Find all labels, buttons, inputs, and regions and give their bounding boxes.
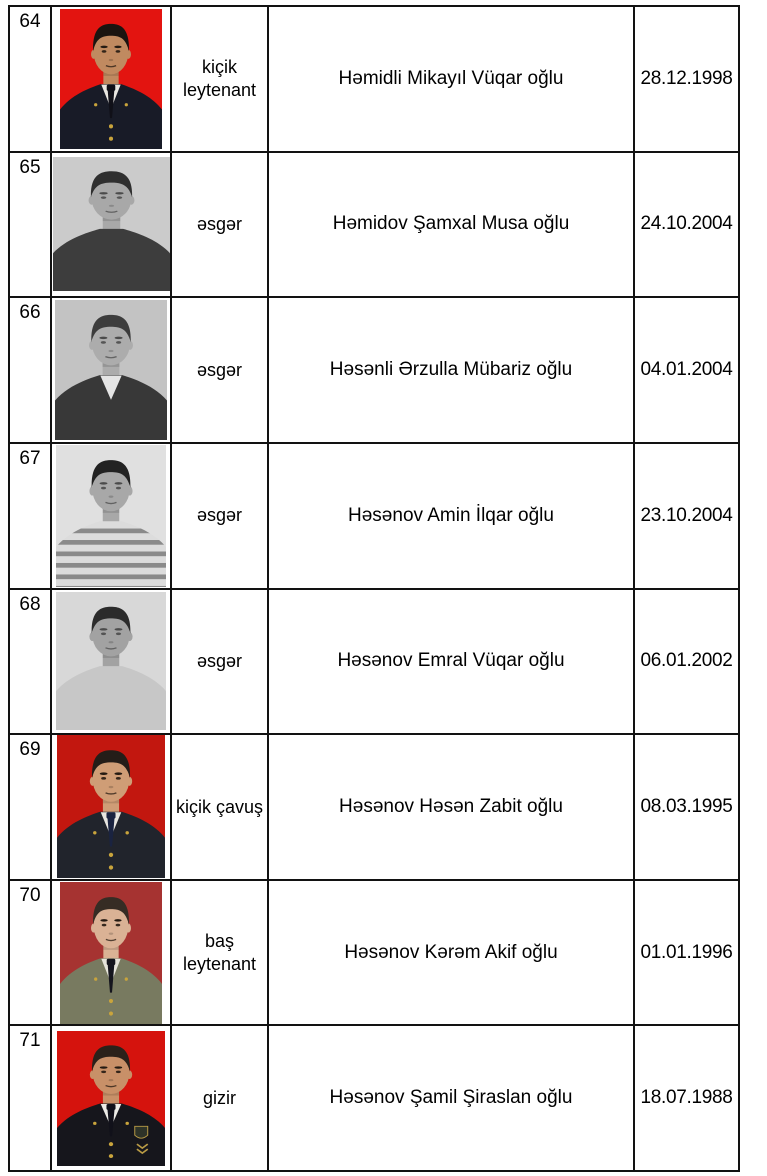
name-cell: Həsənov Amin İlqar oğlu [269,444,635,588]
birth-date-cell: 04.01.2004 [640,359,733,381]
photo-cell [52,735,172,879]
table-row [10,735,738,881]
rank-cell: əsgər [172,590,269,734]
row-number: 70 [10,881,52,1025]
table-row [10,590,738,736]
portrait-photo [56,592,166,730]
row-number: 66 [10,298,52,442]
rank-cell: əsgər [172,153,269,297]
rank-cell: baş leytenant [172,881,269,1025]
rank-cell: gizir [172,1026,269,1170]
row-number: 71 [10,1026,52,1170]
name-cell: Həmidov Şamxal Musa oğlu [269,153,635,297]
birth-date-cell: 18.07.1988 [640,1087,733,1109]
name-cell: Həsənov Şamil Şiraslan oğlu [269,1026,635,1170]
table-row [10,444,738,590]
birth-date-cell: 01.01.1996 [640,941,733,963]
table-row [10,153,738,299]
rank-cell: kiçik çavuş [172,735,269,879]
name-cell: Həsənli Ərzulla Mübariz oğlu [269,298,635,442]
table-row [10,298,738,444]
table-row [10,7,738,153]
birth-date-cell: 06.01.2002 [640,650,733,672]
row-number: 65 [10,153,52,297]
row-number: 69 [10,735,52,879]
photo-cell [52,1026,172,1170]
portrait-photo [56,445,166,587]
birth-date-cell: 08.03.1995 [640,795,733,817]
table-row [10,881,738,1027]
row-number: 67 [10,444,52,588]
row-number: 68 [10,590,52,734]
photo-cell [52,298,172,442]
birth-date-cell: 24.10.2004 [640,213,733,235]
birth-date-cell: 23.10.2004 [640,504,733,526]
photo-cell [52,153,172,297]
personnel-table [8,5,740,1172]
portrait-photo [57,1031,165,1166]
photo-cell [52,7,172,151]
rank-cell: kiçik leytenant [172,7,269,151]
portrait-photo [57,735,165,878]
name-cell: Həsənov Həsən Zabit oğlu [269,735,635,879]
row-number: 64 [10,7,52,151]
photo-cell [52,881,172,1025]
rank-cell: əsgər [172,298,269,442]
portrait-photo [53,157,170,291]
photo-cell [52,590,172,734]
portrait-photo [55,300,167,440]
rank-cell: əsgər [172,444,269,588]
table-row [10,1026,738,1170]
name-cell: Həsənov Kərəm Akif oğlu [269,881,635,1025]
name-cell: Həsənov Emral Vüqar oğlu [269,590,635,734]
portrait-photo [60,9,162,149]
name-cell: Həmidli Mikayıl Vüqar oğlu [269,7,635,151]
portrait-photo [60,882,162,1024]
photo-cell [52,444,172,588]
birth-date-cell: 28.12.1998 [640,67,733,89]
